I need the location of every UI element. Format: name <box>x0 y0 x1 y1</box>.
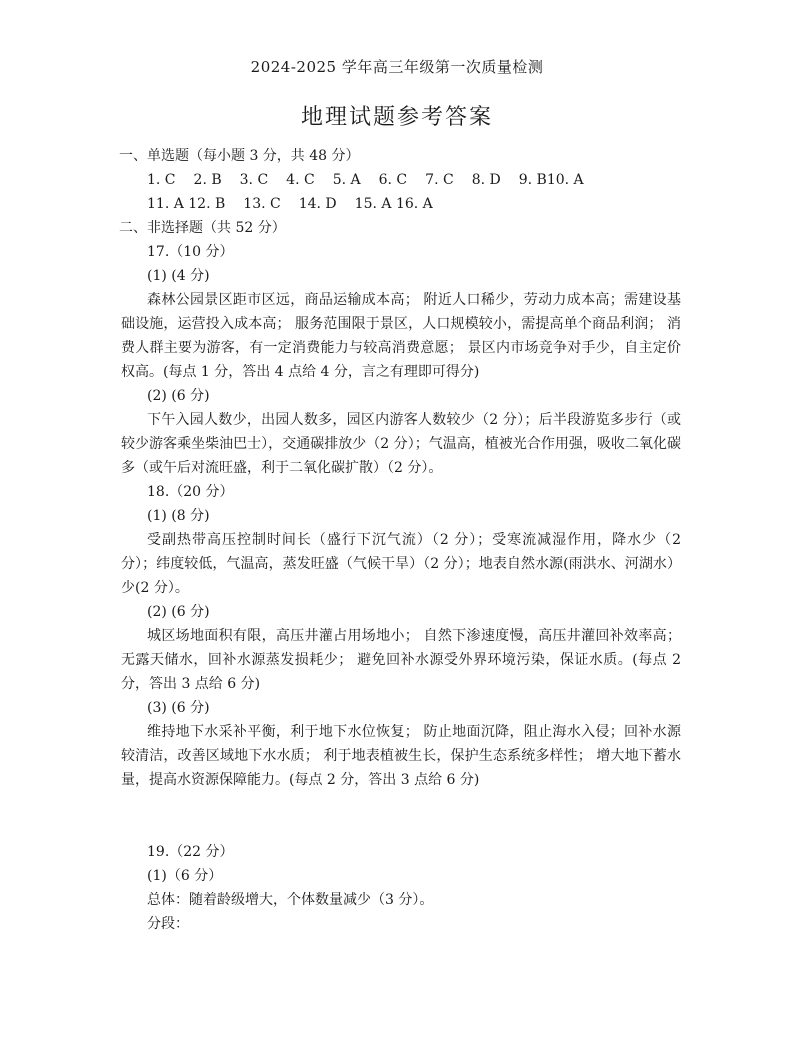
exam-header: 2024-2025 学年高三年级第一次质量检测 <box>250 58 544 76</box>
answers-row-1 <box>121 168 681 192</box>
answer-item: 9. B10. A <box>518 172 584 188</box>
answer-item: 4. C <box>286 172 315 188</box>
answer-item: 2. B <box>193 172 222 188</box>
question-17-part-2-answer: 下午入园人数少，出园人数多，园区内游客人数较少（2 分）；后半段游览多步行（或较少游客乘坐柴油巴士），交通碳排放少（2 分）；气温高，植被光合作用强，吸收二氧化碳多（或午后对流旺盛，利于二氧化碳扩散）（2 分）。 <box>121 412 681 476</box>
question-19-label: 19.（22 分） <box>147 844 234 860</box>
question-18-part-1-answer: 受副热带高压控制时间长（盛行下沉气流）（2 分）；受寒流减湿作用，降水少（2 分）；纬度较低，气温高，蒸发旺盛（气候干旱）（2 分）；地表自然水源(雨洪水、河湖水）少(2 分）。 <box>121 532 681 596</box>
question-18-part-3-answer: 维持地下水采补平衡，利于地下水位恢复； 防止地面沉降，阻止海水入侵；回补水源较清洁，改善区域地下水水质； 利于地表植被生长，保护生态系统多样性； 增大地下蓄水量，提高水资源保障能力。(每点 2 分，答出 3 点给 6 分) <box>121 724 681 788</box>
question-18-part-3-label: (3) (6 分) <box>147 700 210 716</box>
question-19-part-1-label: (1)（6 分） <box>147 868 223 884</box>
answer-item: 5. A <box>332 172 361 188</box>
answer-item: 11. A 12. B <box>147 196 226 212</box>
page-title: 地理试题参考答案 <box>300 105 493 130</box>
question-17-part-1-answer: 森林公园景区距市区远，商品运输成本高； 附近人口稀少，劳动力成本高；需建设基础设施，运营投入成本高； 服务范围限于景区，人口规模较小，需提高单个商品利润； 消费人群主要为游客，有一定消费能力与较高消费意愿； 景区内市场竞争对手少，自主定价权高。(每点 1 分，答出 4 点给 4 分，言之有理即可得分) <box>121 292 681 380</box>
question-18-part-1-label: (1) (8 分) <box>147 508 210 524</box>
answers-row-2 <box>121 192 681 216</box>
question-17-part-2-label: (2) (6 分) <box>147 388 210 404</box>
answer-item: 8. D <box>471 172 501 188</box>
question-18-part-2-answer: 城区场地面积有限，高压井灌占用场地小； 自然下渗速度慢，高压井灌回补效率高； 无露天储水，回补水源蒸发损耗少； 避免回补水源受外界环境污染，保证水质。(每点 2 分，答出 3 点给 6 分) <box>121 628 681 692</box>
question-19-part-1-answer: 总体：随着龄级增大，个体数量减少（3 分）。 <box>147 892 434 908</box>
answer-item: 14. D <box>298 196 337 212</box>
blank-space <box>121 792 681 840</box>
section-non-choice-heading: 二、非选择题（共 52 分） <box>119 220 286 236</box>
answer-item: 7. C <box>425 172 454 188</box>
answer-item: 3. C <box>239 172 269 188</box>
question-18-part-2-label: (2) (6 分) <box>147 604 210 620</box>
answer-item: 13. C <box>243 196 281 212</box>
question-17-label: 17.（10 分） <box>147 244 234 260</box>
answer-item: 15. A 16. A <box>354 196 433 212</box>
question-19-part-1-sub: 分段： <box>147 916 189 932</box>
question-18-label: 18.（20 分） <box>147 484 234 500</box>
answer-item: 6. C <box>378 172 408 188</box>
section-single-choice-heading: 一、单选题（每小题 3 分，共 48 分） <box>119 148 360 164</box>
answer-body <box>121 144 681 936</box>
answer-item: 1. C <box>147 172 176 188</box>
question-17-part-1-label: (1) (4 分) <box>147 268 210 284</box>
